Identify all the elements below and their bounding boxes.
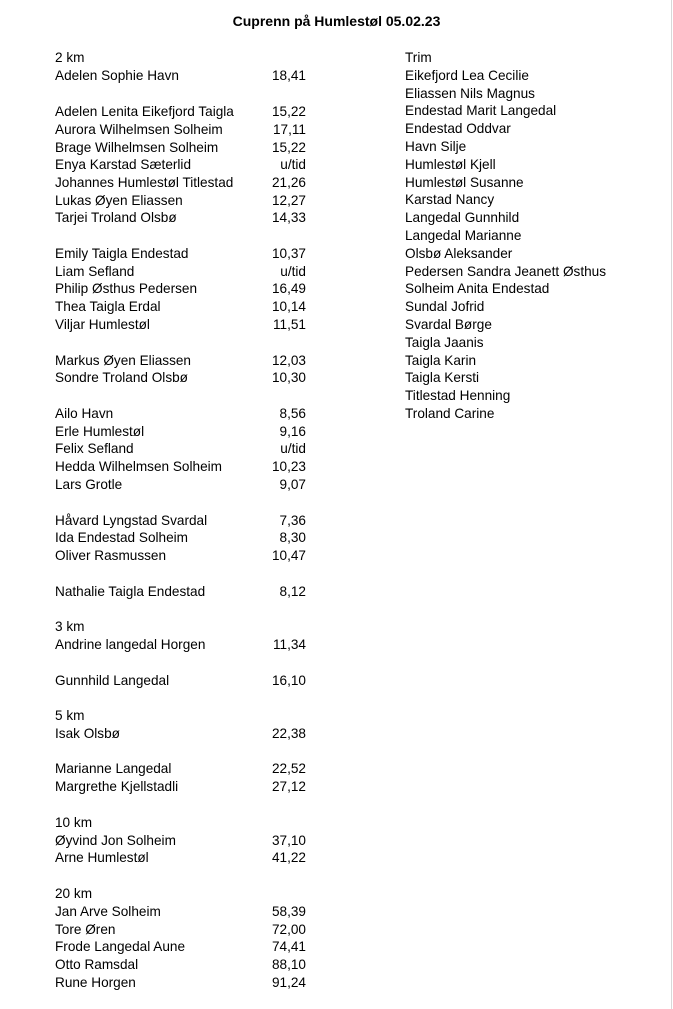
result-time: u/tid [280, 157, 306, 172]
participant-name: Viljar Humlestøl [55, 317, 150, 332]
result-time: 22,52 [271, 761, 306, 776]
result-row [0, 139, 320, 157]
result-time: 16,10 [271, 673, 306, 688]
result-time: 16,49 [271, 281, 306, 296]
result-time: 8,12 [279, 584, 306, 599]
participant-name: Øyvind Jon Solheim [55, 833, 176, 848]
participant-name: Jan Arve Solheim [55, 904, 161, 919]
result-time: 10,47 [271, 548, 306, 563]
trim-heading: Trim [405, 50, 432, 65]
trim-participant: Havn Silje [405, 139, 467, 154]
result-row [0, 956, 320, 974]
trim-participant: Humlestøl Susanne [405, 174, 524, 190]
trim-participant: Solheim Anita Endestad [405, 281, 550, 297]
result-row [0, 921, 320, 939]
result-time: 10,30 [271, 370, 306, 385]
result-row [0, 778, 320, 796]
trim-participant: Taigla Karin [405, 352, 477, 368]
page-title: Cuprenn på Humlestøl 05.02.23 [232, 13, 441, 29]
result-time: 15,22 [271, 104, 306, 119]
participant-name: Lars Grotle [55, 477, 123, 492]
result-time: 12,03 [271, 353, 306, 368]
result-time: 10,23 [271, 459, 306, 474]
participant-name: Adelen Lenita Eikefjord Taigla [55, 104, 234, 119]
participant-name: Lukas Øyen Eliassen [55, 193, 183, 208]
result-row [0, 974, 320, 992]
result-time: 37,10 [271, 833, 306, 848]
result-row [0, 209, 320, 227]
participant-name: Margrethe Kjellstadli [55, 779, 179, 794]
result-time: 10,37 [271, 246, 306, 261]
result-row [0, 352, 320, 370]
result-row [0, 583, 320, 601]
result-time: 11,51 [272, 317, 306, 332]
result-time: 58,39 [271, 904, 306, 919]
participant-name: Hedda Wilhelmsen Solheim [55, 459, 222, 474]
participant-name: Brage Wilhelmsen Solheim [55, 140, 219, 155]
trim-participant: Troland Carine [405, 406, 495, 421]
result-time: 22,38 [271, 726, 306, 741]
participant-name: Arne Humlestøl [55, 850, 149, 865]
result-row [0, 245, 320, 263]
trim-participant: Langedal Gunnhild [405, 210, 520, 226]
participant-name: Frode Langedal Aune [55, 939, 186, 954]
participant-name: Johannes Humlestøl Titlestad [55, 175, 234, 190]
result-row [0, 476, 320, 494]
result-time: 12,27 [271, 193, 306, 208]
trim-participant: Sundal Jofrid [405, 299, 485, 315]
result-row [0, 121, 320, 139]
result-row [0, 832, 320, 850]
participant-name: Ida Endestad Solheim [55, 530, 189, 545]
trim-participant: Pedersen Sandra Jeanett Østhus [405, 263, 607, 279]
trim-participant: Endestad Marit Langedal [405, 103, 557, 119]
participant-name: Tore Øren [55, 922, 116, 937]
result-time: 72,00 [271, 922, 306, 937]
distance-label: 3 km [55, 619, 85, 634]
result-time: 15,22 [271, 140, 306, 155]
participant-name: Nathalie Taigla Endestad [55, 584, 206, 599]
distance-heading [0, 814, 320, 832]
result-row [0, 174, 320, 192]
distance-label: 20 km [55, 886, 93, 901]
participant-name: Aurora Wilhelmsen Solheim [55, 122, 223, 137]
participant-name: Adelen Sophie Havn [55, 68, 179, 83]
trim-participant: Langedal Marianne [405, 228, 522, 243]
participant-name: Liam Sefland [55, 264, 135, 279]
result-time: 10,14 [271, 299, 306, 314]
participant-name: Erle Humlestøl [55, 424, 145, 439]
result-time: u/tid [280, 441, 306, 456]
result-row [0, 512, 320, 530]
result-row [0, 192, 320, 210]
participant-name: Enya Karstad Sæterlid [55, 157, 192, 172]
result-row [0, 316, 320, 334]
result-time: 88,10 [271, 957, 306, 972]
result-time: 11,34 [272, 637, 306, 652]
result-time: u/tid [280, 264, 306, 279]
participant-name: Oliver Rasmussen [55, 548, 167, 563]
result-row [0, 103, 320, 121]
participant-name: Marianne Langedal [55, 761, 172, 776]
trim-participant: Svardal Børge [405, 317, 492, 332]
trim-participant: Eliassen Nils Magnus [405, 85, 535, 101]
result-row [0, 725, 320, 743]
trim-participant: Eikefjord Lea Cecilie [405, 67, 529, 83]
result-row [0, 67, 320, 85]
participant-name: Gunnhild Langedal [55, 673, 170, 688]
distance-heading [0, 618, 320, 636]
result-row [0, 369, 320, 387]
result-time: 9,16 [279, 424, 306, 439]
result-time: 74,41 [271, 939, 306, 954]
trim-participant: Endestad Oddvar [405, 121, 511, 137]
participant-name: Rune Horgen [55, 975, 136, 990]
trim-participant: Taigla Jaanis [405, 334, 484, 350]
result-row [0, 423, 320, 441]
distance-label: 2 km [55, 50, 85, 65]
result-row [0, 672, 320, 690]
result-row [0, 156, 320, 174]
distance-label: 10 km [55, 815, 93, 830]
result-row [0, 849, 320, 867]
result-row [0, 298, 320, 316]
distance-heading [0, 707, 320, 725]
result-time: 14,33 [271, 210, 306, 225]
result-time: 41,22 [271, 850, 306, 865]
participant-name: Sondre Troland Olsbø [55, 370, 188, 385]
participant-name: Thea Taigla Erdal [55, 299, 161, 314]
result-time: 21,26 [271, 175, 306, 190]
participant-name: Markus Øyen Eliassen [55, 353, 191, 368]
result-row [0, 440, 320, 458]
result-time: 7,36 [279, 513, 306, 528]
distance-label: 5 km [55, 708, 85, 723]
participant-name: Otto Ramsdal [55, 957, 139, 972]
trim-participant: Olsbø Aleksander [405, 245, 513, 261]
result-row [0, 547, 320, 565]
result-time: 9,07 [279, 477, 306, 492]
participant-name: Tarjei Troland Olsbø [55, 210, 177, 225]
result-time: 18,41 [271, 68, 306, 83]
participant-name: Felix Sefland [55, 441, 134, 456]
result-row [0, 636, 320, 654]
trim-participant: Karstad Nancy [405, 192, 495, 208]
result-row [0, 458, 320, 476]
result-row [0, 405, 320, 423]
participant-name: Andrine langedal Horgen [55, 637, 206, 652]
trim-participant: Humlestøl Kjell [405, 156, 496, 172]
result-time: 17,11 [272, 122, 306, 137]
result-row [0, 529, 320, 547]
result-row [0, 280, 320, 298]
trim-participant: Titlestad Henning [405, 388, 511, 404]
result-time: 8,56 [279, 406, 306, 421]
participant-name: Emily Taigla Endestad [55, 246, 189, 261]
distance-heading [0, 49, 320, 67]
trim-participant: Taigla Kersti [405, 370, 480, 386]
result-time: 91,24 [271, 975, 306, 990]
participant-name: Philip Østhus Pedersen [55, 281, 198, 296]
participant-name: Ailo Havn [55, 406, 114, 421]
participant-name: Isak Olsbø [55, 726, 120, 741]
result-row [0, 263, 320, 281]
result-row [0, 938, 320, 956]
result-time: 8,30 [279, 530, 306, 545]
result-time: 27,12 [271, 779, 306, 794]
result-row [0, 903, 320, 921]
result-row [0, 760, 320, 778]
participant-name: Håvard Lyngstad Svardal [55, 513, 208, 528]
distance-heading [0, 885, 320, 903]
